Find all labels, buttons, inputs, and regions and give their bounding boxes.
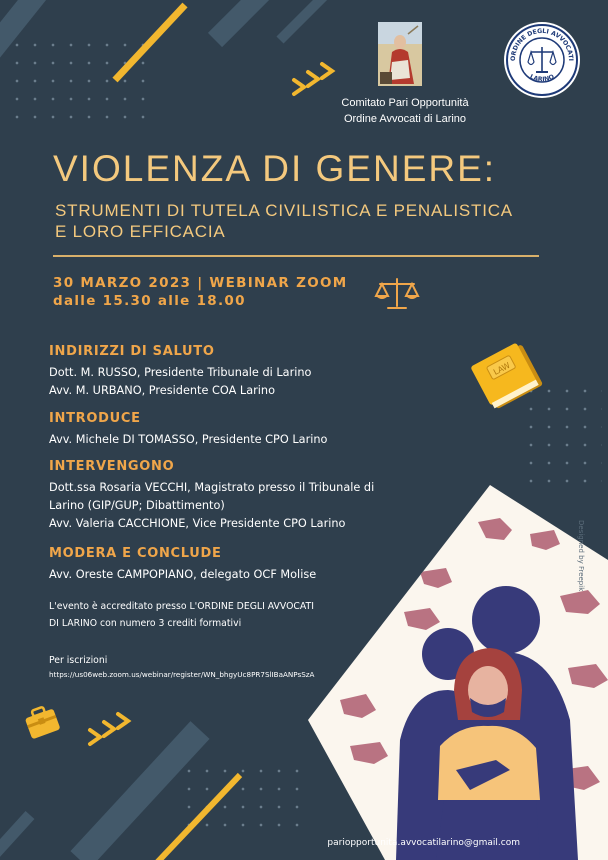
image-credit: Designed by Freepik <box>577 520 585 592</box>
law-book-label: LAW <box>491 360 512 377</box>
committee-line-2: Ordine Avvocati di Larino <box>343 113 467 125</box>
event-date: 30 MARZO 2023 | WEBINAR ZOOM <box>53 275 348 291</box>
heading-introduce: INTRODUCE <box>49 411 141 426</box>
heading-modera: MODERA E CONCLUDE <box>49 546 222 561</box>
subtitle-line-2: E LORO EFFICACIA <box>55 222 226 241</box>
introduce-line-1: Avv. Michele DI TOMASSO, Presidente CPO Larino <box>49 433 328 446</box>
saluto-line-2: Avv. M. URBANO, Presidente COA Larino <box>49 384 275 397</box>
contact-email[interactable]: pariopportunita.avvocatilarino@gmail.com <box>327 838 520 848</box>
registration-link[interactable]: https://us06web.zoom.us/webinar/register/WN_bhgyUc8PR7SlIBaANPsSzA <box>49 670 315 679</box>
seal-bottom-text: LARINO <box>528 73 556 84</box>
heading-intervengono: INTERVENGONO <box>49 459 175 474</box>
intervengono-line-2: Larino (GIP/GUP; Dibattimento) <box>49 499 225 512</box>
registration-label: Per iscrizioni <box>49 655 108 666</box>
subtitle-line-1: STRUMENTI DI TUTELA CIVILISTICA E PENALISTICA <box>55 201 513 220</box>
event-time: dalle 15.30 alle 18.00 <box>53 293 246 309</box>
seal-top-text: ORDINE DEGLI AVVOCATI <box>509 27 575 62</box>
heading-saluto: INDIRIZZI DI SALUTO <box>49 344 215 359</box>
saluto-line-1: Dott. M. RUSSO, Presidente Tribunale di Larino <box>49 366 312 379</box>
event-title: VIOLENZA DI GENERE: <box>53 148 497 189</box>
accreditation-line-1: L'evento è accreditato presso L'ORDINE DEGLI AVVOCATI <box>49 601 314 612</box>
committee-line-1: Comitato Pari Opportunità <box>341 97 469 109</box>
intervengono-line-3: Avv. Valeria CACCHIONE, Vice Presidente CPO Larino <box>49 517 346 530</box>
modera-line-1: Avv. Oreste CAMPOPIANO, delegato OCF Molise <box>49 568 317 581</box>
intervengono-line-1: Dott.ssa Rosaria VECCHI, Magistrato presso il Tribunale di <box>49 481 375 494</box>
accreditation-line-2: DI LARINO con numero 3 crediti formativi <box>49 618 242 629</box>
